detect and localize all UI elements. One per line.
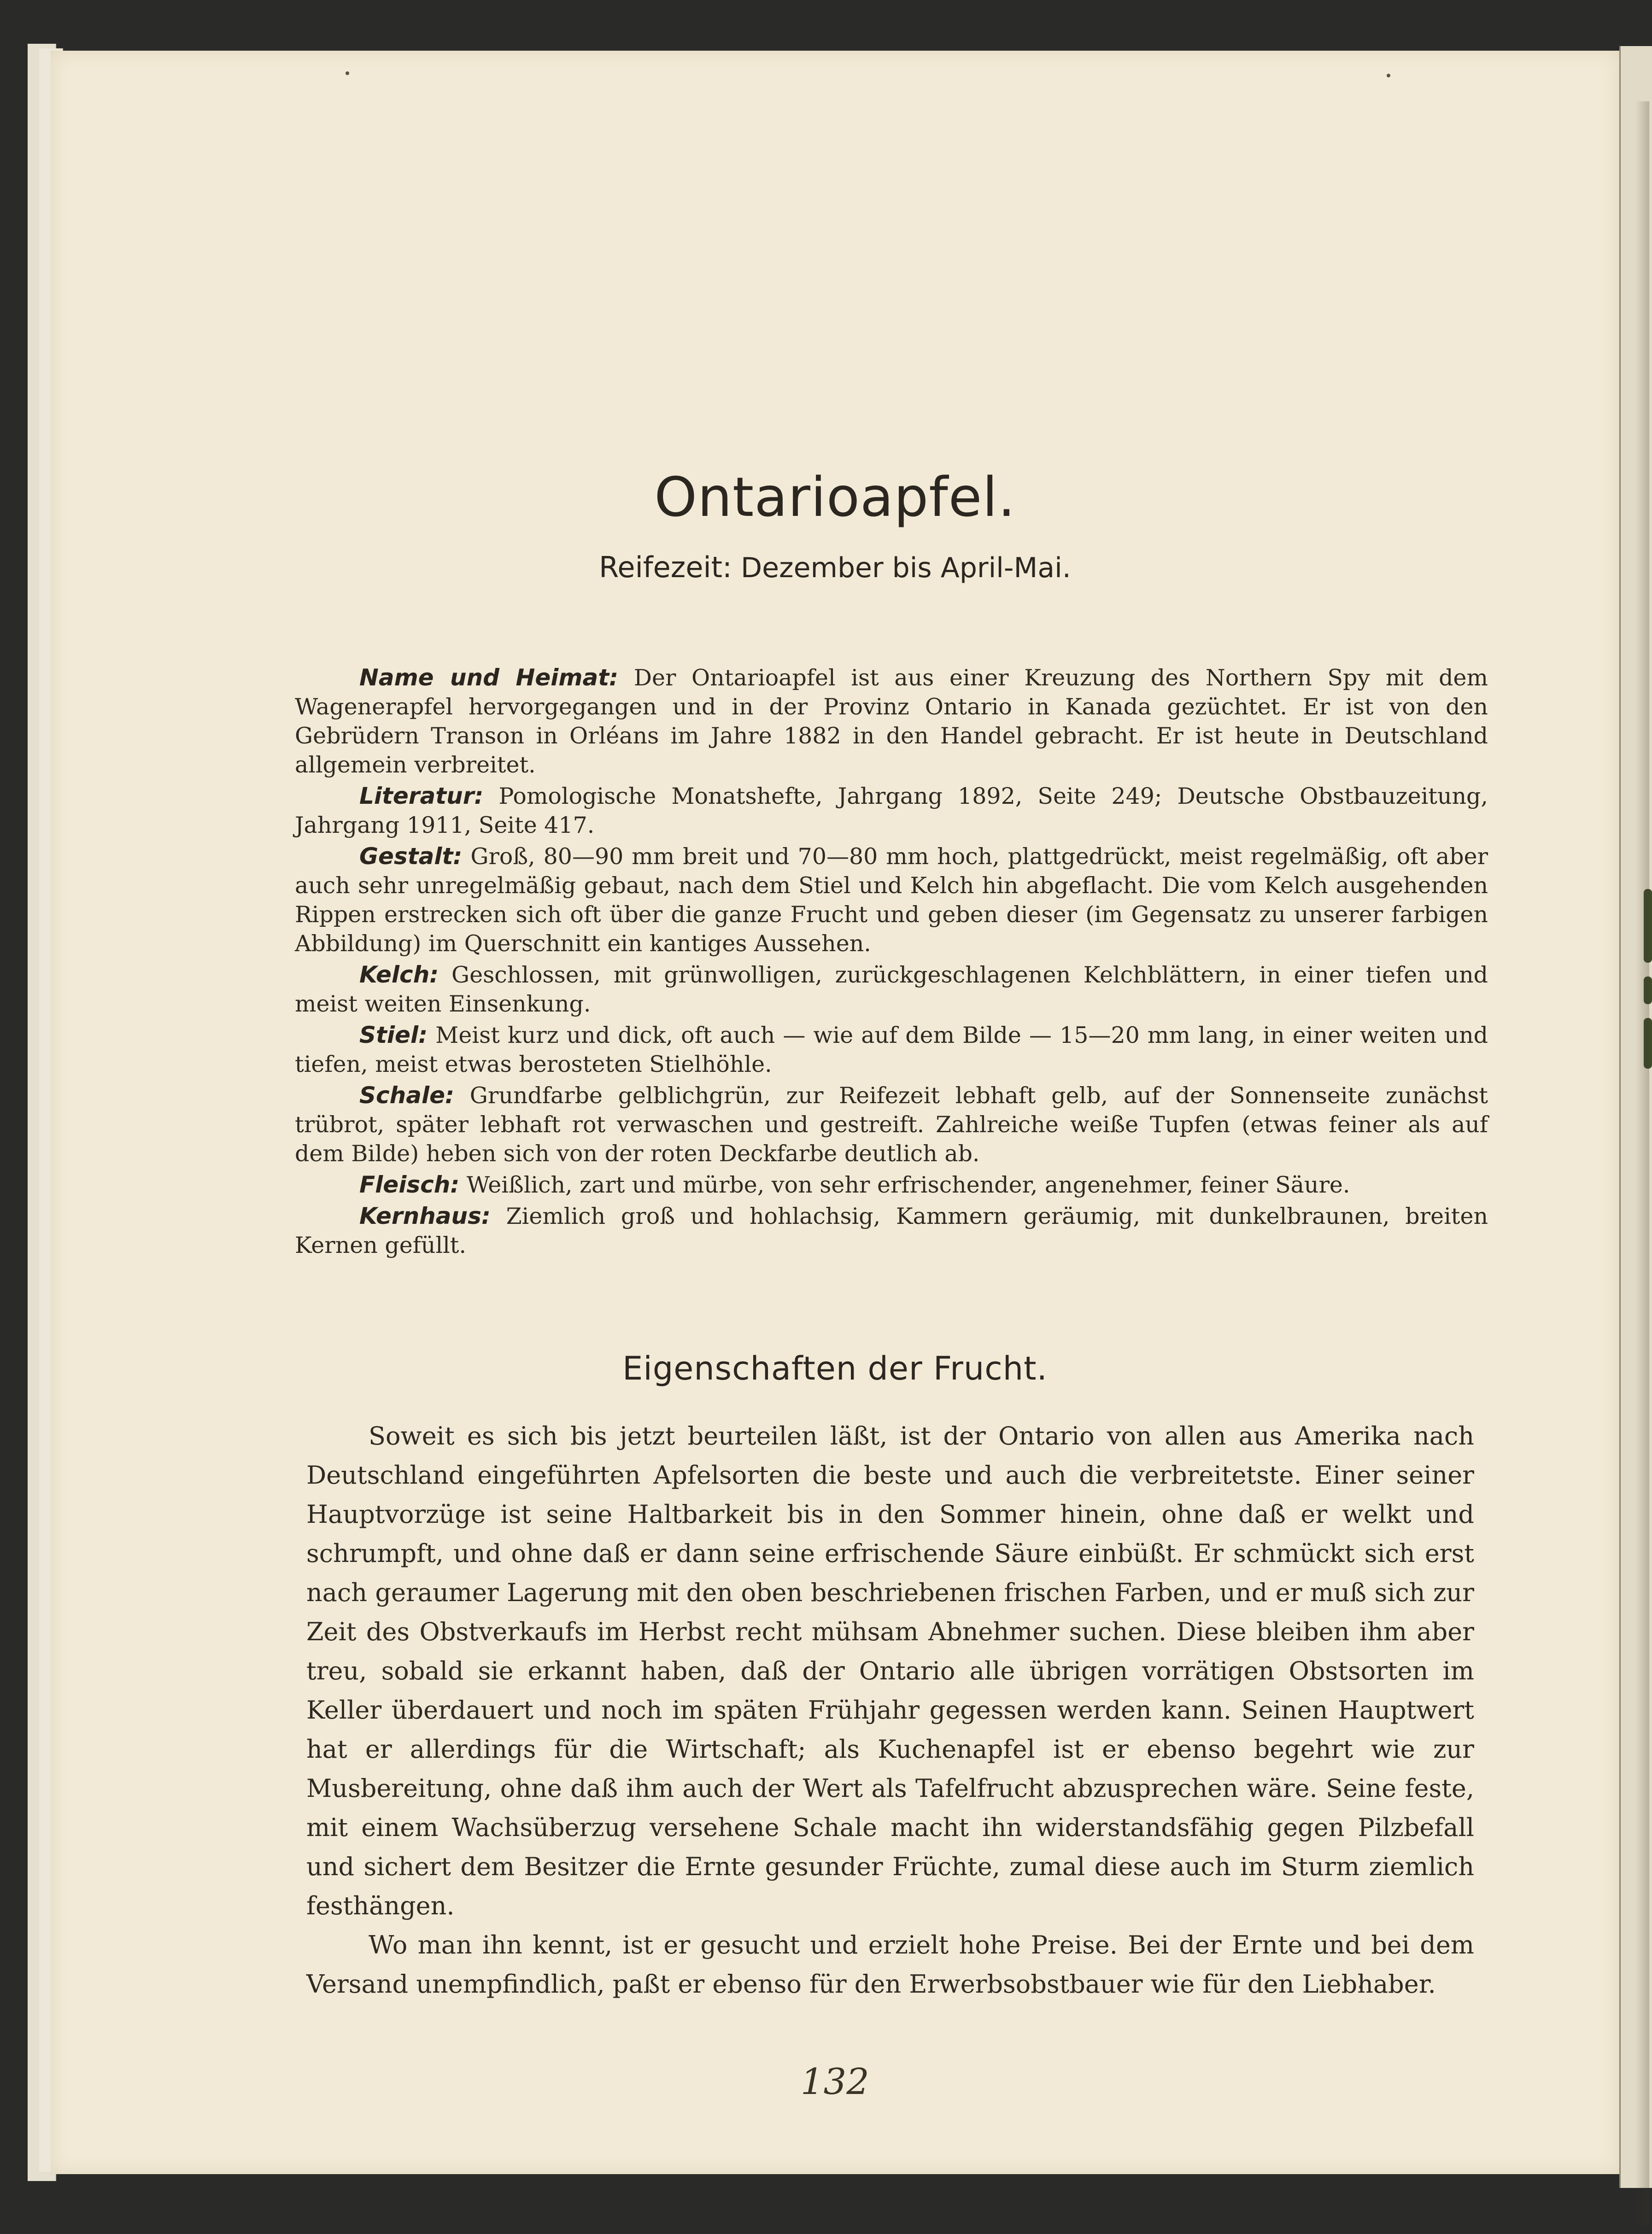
entry-text: Geschlossen, mit grünwolligen, zurückgeschlagenen Kelchblättern, in einer tiefen und meist weiten Einsenkung. [295, 962, 1488, 1017]
entry-literatur [295, 782, 1488, 840]
entry-name-und-heimat [295, 663, 1488, 779]
entry-fleisch [295, 1170, 1488, 1199]
entry-kelch [295, 960, 1488, 1018]
entry-key: Schale: [359, 1082, 455, 1109]
section-title: Eigenschaften der Frucht. [622, 1350, 1048, 1387]
text-column [51, 51, 1619, 2174]
entry-key: Gestalt: [359, 843, 463, 870]
entry-stiel [295, 1021, 1488, 1079]
entry-text: Weißlich, zart und mürbe, von sehr erfrischender, angenehmer, feiner Säure. [466, 1172, 1350, 1198]
entry-text: Pomologische Monatshefte, Jahrgang 1892, Seite 249; Deutsche Obstbauzeitung, Jahrgang 1911, Seite 417. [295, 783, 1488, 838]
gutter-shadow [1635, 101, 1649, 2225]
description-entries [295, 663, 1488, 1262]
entry-key: Kelch: [359, 961, 439, 988]
entry-kernhaus [295, 1202, 1488, 1260]
entry-key: Fleisch: [359, 1171, 460, 1198]
page-number: 132 [801, 2061, 869, 2103]
entry-key: Kernhaus: [359, 1203, 491, 1229]
entry-text: Groß, 80—90 mm breit und 70—80 mm hoch, plattgedrückt, meist regelmäßig, oft aber auch sehr unregelmäßig gebaut, nach dem Stiel und Kelch hin abgeflacht. Die vom Kelch ausgehenden Rippen erstrecken sich oft über die ganze Frucht und geben dieser (im Gegensatz zu unserer farbigen Abbildung) im Querschnitt ein kantiges Aussehen. [295, 843, 1488, 957]
entry-text: Meist kurz und dick, oft auch — wie auf dem Bilde — 15—20 mm lang, in einer weiten und tiefen, meist etwas berosteten Stielhöhle. [295, 1022, 1488, 1077]
entry-text: Grundfarbe gelblichgrün, zur Reifezeit lebhaft gelb, auf der Sonnenseite zunächst trübrot, später lebhaft rot verwaschen und gestreift. Zahlreiche weiße Tupfen (etwas feiner als auf dem Bilde) heben sich von der roten Deckfarbe deutlich ab. [295, 1082, 1488, 1167]
entry-text: Der Ontarioapfel ist aus einer Kreuzung des Northern Spy mit dem Wagenerapfel hervorgegangen und in der Provinz Ontario in Kanada gezüchtet. Er ist von den Gebrüdern Transon in Orléans im Jahre 1882 in den Handel gebracht. Er ist heute in Deutschland allgemein verbreitet. [295, 665, 1488, 778]
ripening-line [51, 550, 1619, 584]
book-page [51, 51, 1619, 2174]
entry-key: Stiel: [359, 1022, 428, 1048]
entry-key: Literatur: [359, 783, 484, 809]
page-title: Ontarioapfel. [654, 465, 1016, 529]
body-paragraph: Soweit es sich bis jetzt beurteilen läßt, ist der Ontario von allen aus Amerika nach Deutschland eingeführten Apfelsorten die beste und auch die verbreitetste. Einer seiner Hauptvorzüge ist seine Haltbarkeit bis in den Sommer hinein, ohne daß er welkt und schrumpft, und ohne daß er dann seine erfrischende Säure einbüßt. Er schmückt sich erst nach geraumer Lagerung mit den oben beschriebenen frischen Farben, und er muß sich zur Zeit des Obstverkaufs im Herbst recht mühsam Abnehmer suchen. Diese bleiben ihm aber treu, sobald sie erkannt haben, daß der Ontario alle übrigen vorrätigen Obstsorten im Keller überdauert und noch im späten Frühjahr gegessen werden kann. Seinen Hauptwert hat er allerdings für die Wirtschaft; als Kuchenapfel ist er ebenso begehrt wie zur Musbereitung, ohne daß ihm auch der Wert als Tafelfrucht abzusprechen wäre. Seine feste, mit einem Wachsüberzug versehene Schale macht ihn widerstandsfähig gegen Pilzbefall und sichert dem Besitzer die Ernte gesunder Früchte, zumal diese auch im Sturm ziemlich festhängen. [306, 1421, 1474, 1920]
entry-schale [295, 1081, 1488, 1168]
entry-gestalt [295, 842, 1488, 958]
section-body [306, 1416, 1474, 2004]
entry-text: Ziemlich groß und hohlachsig, Kammern geräumig, mit dunkelbraunen, breiten Kernen gefüllt. [295, 1203, 1488, 1258]
entry-key: Name und Heimat: [359, 664, 619, 691]
body-paragraph: Wo man ihn kennt, ist er gesucht und erzielt hohe Preise. Bei der Ernte und bei dem Versand unempfindlich, paßt er ebenso für den Erwerbsobstbauer wie für den Liebhaber. [306, 1930, 1474, 1999]
ripening-value: Dezember bis April-Mai. [740, 552, 1071, 584]
ripening-label: Reifezeit: [599, 550, 732, 584]
